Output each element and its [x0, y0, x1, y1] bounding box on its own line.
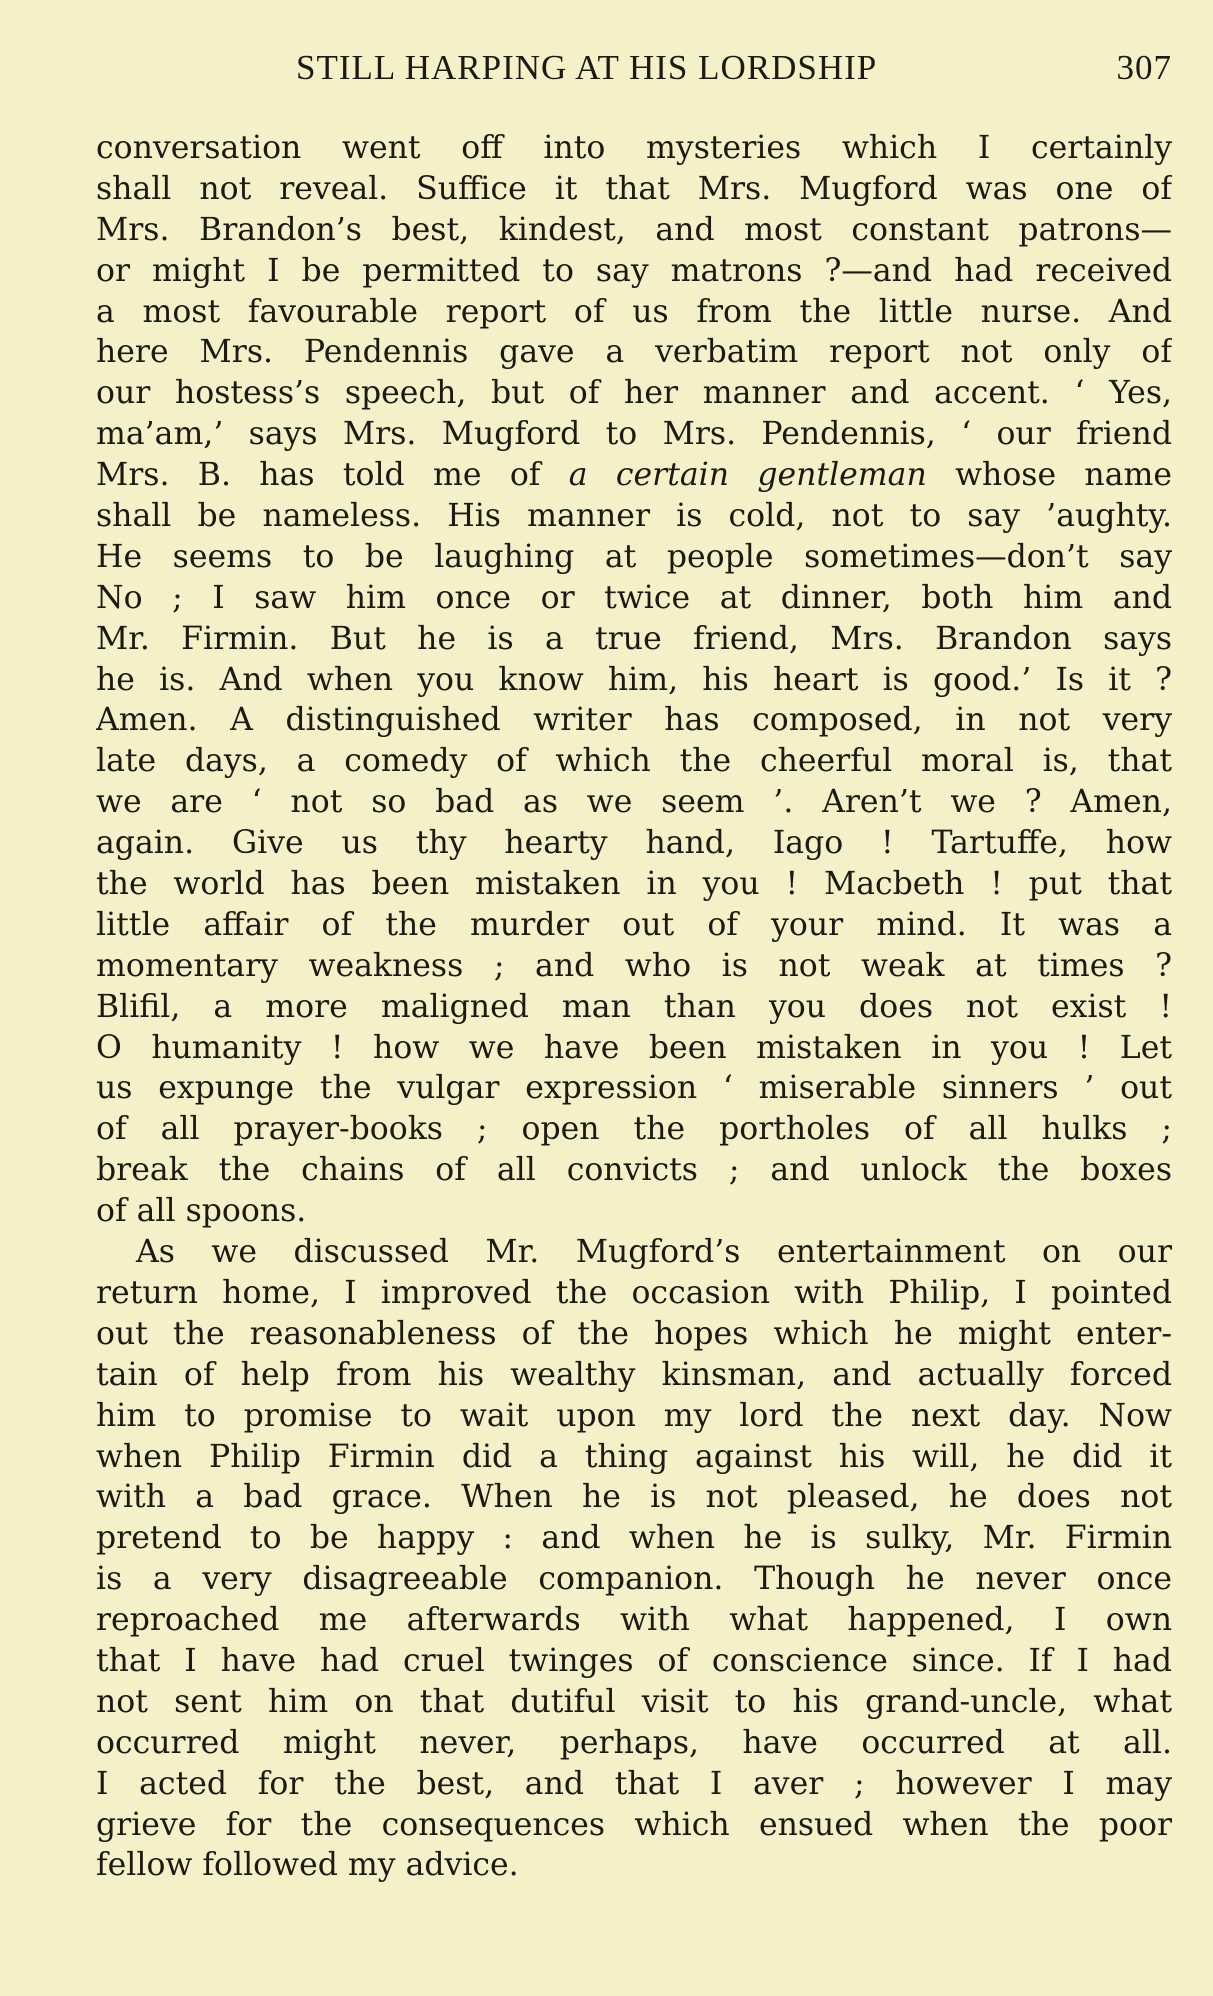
running-title: STILL HARPING AT HIS LORDSHIP	[296, 48, 878, 87]
text-line: Mr. Firmin. But he is a true friend, Mrs. Brandon says	[96, 620, 1172, 657]
text-line: tain of help from his wealthy kinsman, and actually forced	[96, 1356, 1172, 1393]
text-line: or might I be permitted to say matrons ?—and had received	[96, 252, 1172, 289]
page-number: 307	[1116, 48, 1172, 87]
text-line: when Philip Firmin did a thing against his will, he did it	[96, 1438, 1172, 1475]
text-line: No ; I saw him once or twice at dinner, both him and	[96, 579, 1172, 616]
text-line: conversation went off into mysteries which I certainly	[96, 130, 1172, 166]
text-line: Mrs. Brandon’s best, kindest, and most constant patrons—	[96, 211, 1172, 248]
text-line: our hostess’s speech, but of her manner and accent. ‘ Yes,	[96, 375, 1172, 412]
text-line: ma’am,’ says Mrs. Mugford to Mrs. Pendennis, ‘ our friend	[96, 416, 1172, 453]
text-line: shall be nameless. His manner is cold, not to say ’aughty.	[96, 498, 1172, 535]
text-line: reproached me afterwards with what happened, I own	[96, 1602, 1172, 1639]
text-line: again. Give us thy hearty hand, Iago ! Tartuffe, how	[96, 825, 1172, 862]
running-head	[96, 48, 1172, 94]
italic-phrase: a certain gentleman	[568, 457, 927, 494]
text-line: is a very disagreeable companion. Though he never once	[96, 1561, 1172, 1598]
text-line: grieve for the consequences which ensued when the poor	[96, 1806, 1172, 1843]
text-line: him to promise to wait upon my lord the next day. Now	[96, 1397, 1172, 1434]
text-line: out the reasonableness of the hopes which he might enter-	[96, 1315, 1172, 1352]
text-line: the world has been mistaken in you ! Macbeth ! put that	[96, 866, 1172, 903]
text-line: that I have had cruel twinges of conscience since. If I had	[96, 1642, 1172, 1679]
text-line: we are ‘ not so bad as we seem ’. Aren’t we ? Amen,	[96, 784, 1172, 821]
text-line: break the chains of all convicts ; and unlock the boxes	[96, 1152, 1172, 1189]
text-line: a most favourable report of us from the little nurse. And	[96, 293, 1172, 330]
text-line: Amen. A distinguished writer has composed, in not very	[96, 702, 1172, 739]
body-text	[96, 128, 1172, 1886]
text-line: late days, a comedy of which the cheerful moral is, that	[96, 743, 1172, 780]
text-line: of all prayer-books ; open the portholes of all hulks ;	[96, 1111, 1172, 1148]
text-line: momentary weakness ; and who is not weak at times ?	[96, 947, 1172, 984]
text-line: us expunge the vulgar expression ‘ miserable sinners ’ out	[96, 1070, 1172, 1107]
text-line: not sent him on that dutiful visit to his grand-uncle, what	[96, 1683, 1172, 1720]
text-line: here Mrs. Pendennis gave a verbatim report not only of	[96, 334, 1172, 371]
text-run: Mrs. B. has told me of	[96, 457, 569, 494]
text-line: he is. And when you know him, his heart is good.’ Is it ?	[96, 661, 1172, 698]
paragraph-end-line: of all spoons.	[96, 1193, 307, 1230]
text-run: whose name	[926, 457, 1172, 494]
text-line	[96, 455, 1172, 496]
text-line: Blifil, a more maligned man than you does not exist !	[96, 988, 1172, 1025]
paragraph-end-line: fellow followed my advice.	[96, 1847, 519, 1884]
paragraph-start-line: As we discussed Mr. Mugford’s entertainment on our	[136, 1234, 1172, 1271]
text-line: I acted for the best, and that I aver ; however I may	[96, 1765, 1172, 1802]
text-line: pretend to be happy : and when he is sulky, Mr. Firmin	[96, 1520, 1172, 1557]
text-line: O humanity ! how we have been mistaken in you ! Let	[96, 1029, 1172, 1066]
text-line: little affair of the murder out of your mind. It was a	[96, 906, 1172, 943]
text-line: shall not reveal. Suffice it that Mrs. Mugford was one of	[96, 170, 1172, 207]
text-line: occurred might never, perhaps, have occurred at all.	[96, 1724, 1172, 1761]
text-line: with a bad grace. When he is not pleased, he does not	[96, 1479, 1172, 1516]
text-line: return home, I improved the occasion with Philip, I pointed	[96, 1274, 1172, 1311]
text-line: He seems to be laughing at people sometimes—don’t say	[96, 538, 1172, 575]
